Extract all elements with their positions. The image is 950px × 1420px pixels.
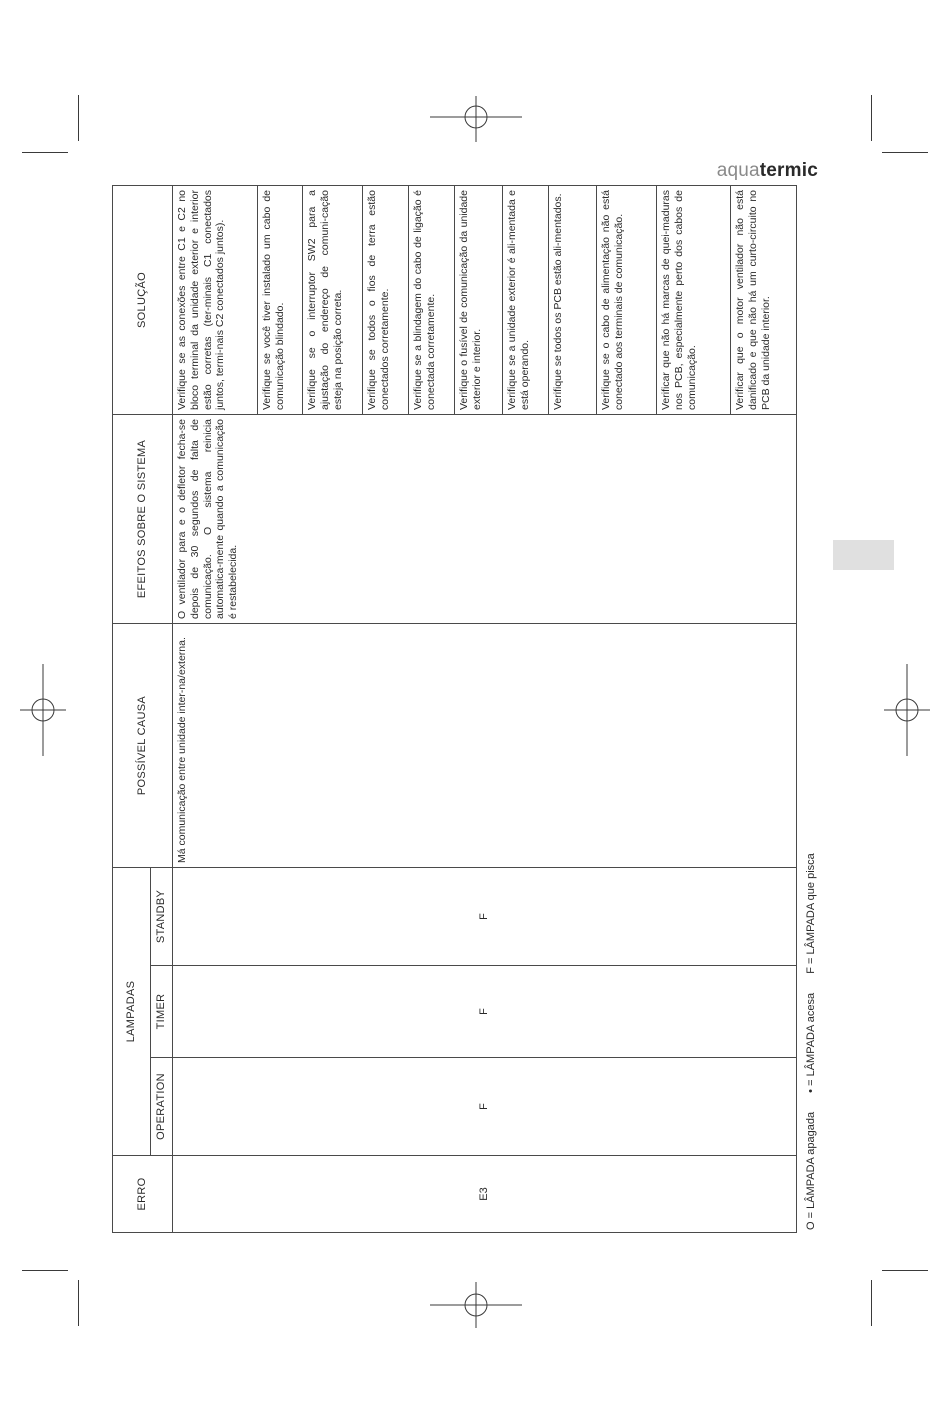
legend	[805, 730, 817, 1230]
header-solucao: SOLUÇÃO	[113, 186, 173, 415]
cell-solucao: Verifique se você tiver instalado um cabo de comunicação blindado.	[258, 186, 303, 415]
registration-mark-icon	[430, 96, 522, 142]
cell-efeitos: O ventilador para e o defletor fecha-se depois de 30 segundos de falta de comunicação. O sistema reinicia automatica-mente quando a comunicação é restabelecida.	[173, 415, 797, 624]
crop-mark	[78, 1280, 79, 1326]
crop-mark	[871, 95, 872, 141]
header-operation: OPERATION	[151, 1058, 173, 1156]
header-standby: STANDBY	[151, 868, 173, 966]
cell-solucao: Verificar que o motor ventilador não está danificado e que não há um curto-circuito no PCB da unidade interior.	[731, 186, 797, 415]
cell-solucao: Verifique se a unidade exterior é ali-mentada e está operando.	[503, 186, 549, 415]
registration-mark-icon	[884, 664, 930, 756]
crop-mark	[882, 152, 928, 153]
legend-apagada: O = LÂMPADA apagada	[805, 1111, 817, 1230]
cell-standby: F	[173, 868, 797, 966]
cell-solucao: Verifique se as conexões entre C1 e C2 no bloco terminal da unidade exterior e interior estão corretas (ter-minais C1 conectados juntos, termi-nais C2 conectados juntos).	[173, 186, 258, 415]
header-timer: TIMER	[151, 966, 173, 1058]
crop-mark	[871, 1280, 872, 1326]
crop-mark	[882, 1270, 928, 1271]
section-tab	[833, 540, 894, 570]
cell-causa: Má comunicação entre unidade inter-na/externa.	[173, 624, 797, 868]
crop-mark	[78, 95, 79, 141]
cell-timer: F	[173, 966, 797, 1058]
header-causa: POSSÍVEL CAUSA	[113, 624, 173, 868]
crop-mark	[22, 152, 68, 153]
cell-solucao: Verifique o fusível de comunicação da unidade exterior e interior.	[455, 186, 503, 415]
cell-solucao: Verifique se todos os PCB estão ali-mentados.	[549, 186, 597, 415]
error-table-wrapper	[112, 186, 797, 1233]
registration-mark-icon	[20, 664, 66, 756]
legend-pisca: F = LÂMPADA que pisca	[805, 853, 817, 974]
logo-part-aqua: aqua	[716, 160, 760, 181]
header-lampadas: LAMPADAS	[113, 868, 151, 1156]
cell-solucao: Verifique se a blindagem do cabo de ligação é conectada corretamente.	[409, 186, 455, 415]
cell-operation: F	[173, 1058, 797, 1156]
cell-solucao: Verifique se todos o fios de terra estão conectados corretamente.	[363, 186, 409, 415]
cell-solucao: Verificar que não há marcas de quei-maduras nos PCB, especialmente perto dos cabos de comunicação.	[657, 186, 731, 415]
header-erro: ERRO	[113, 1156, 173, 1233]
error-table	[112, 185, 797, 1233]
cell-solucao: Verifique se o interruptor SW2 para a ajustação do endereço de comuni-cação esteja na posição correta.	[303, 186, 363, 415]
logo-part-termic: termic	[759, 160, 818, 181]
cell-solucao: Verifique se o cabo de alimentação não está conectado aos terminais de comunicação.	[597, 186, 657, 415]
brand-logo	[717, 160, 818, 182]
crop-mark	[22, 1270, 68, 1271]
legend-acesa: • = LÂMPADA acesa	[805, 992, 817, 1093]
registration-mark-icon	[430, 1282, 522, 1328]
header-efeitos: EFEITOS SOBRE O SISTEMA	[113, 415, 173, 624]
cell-erro: E3	[173, 1156, 797, 1233]
